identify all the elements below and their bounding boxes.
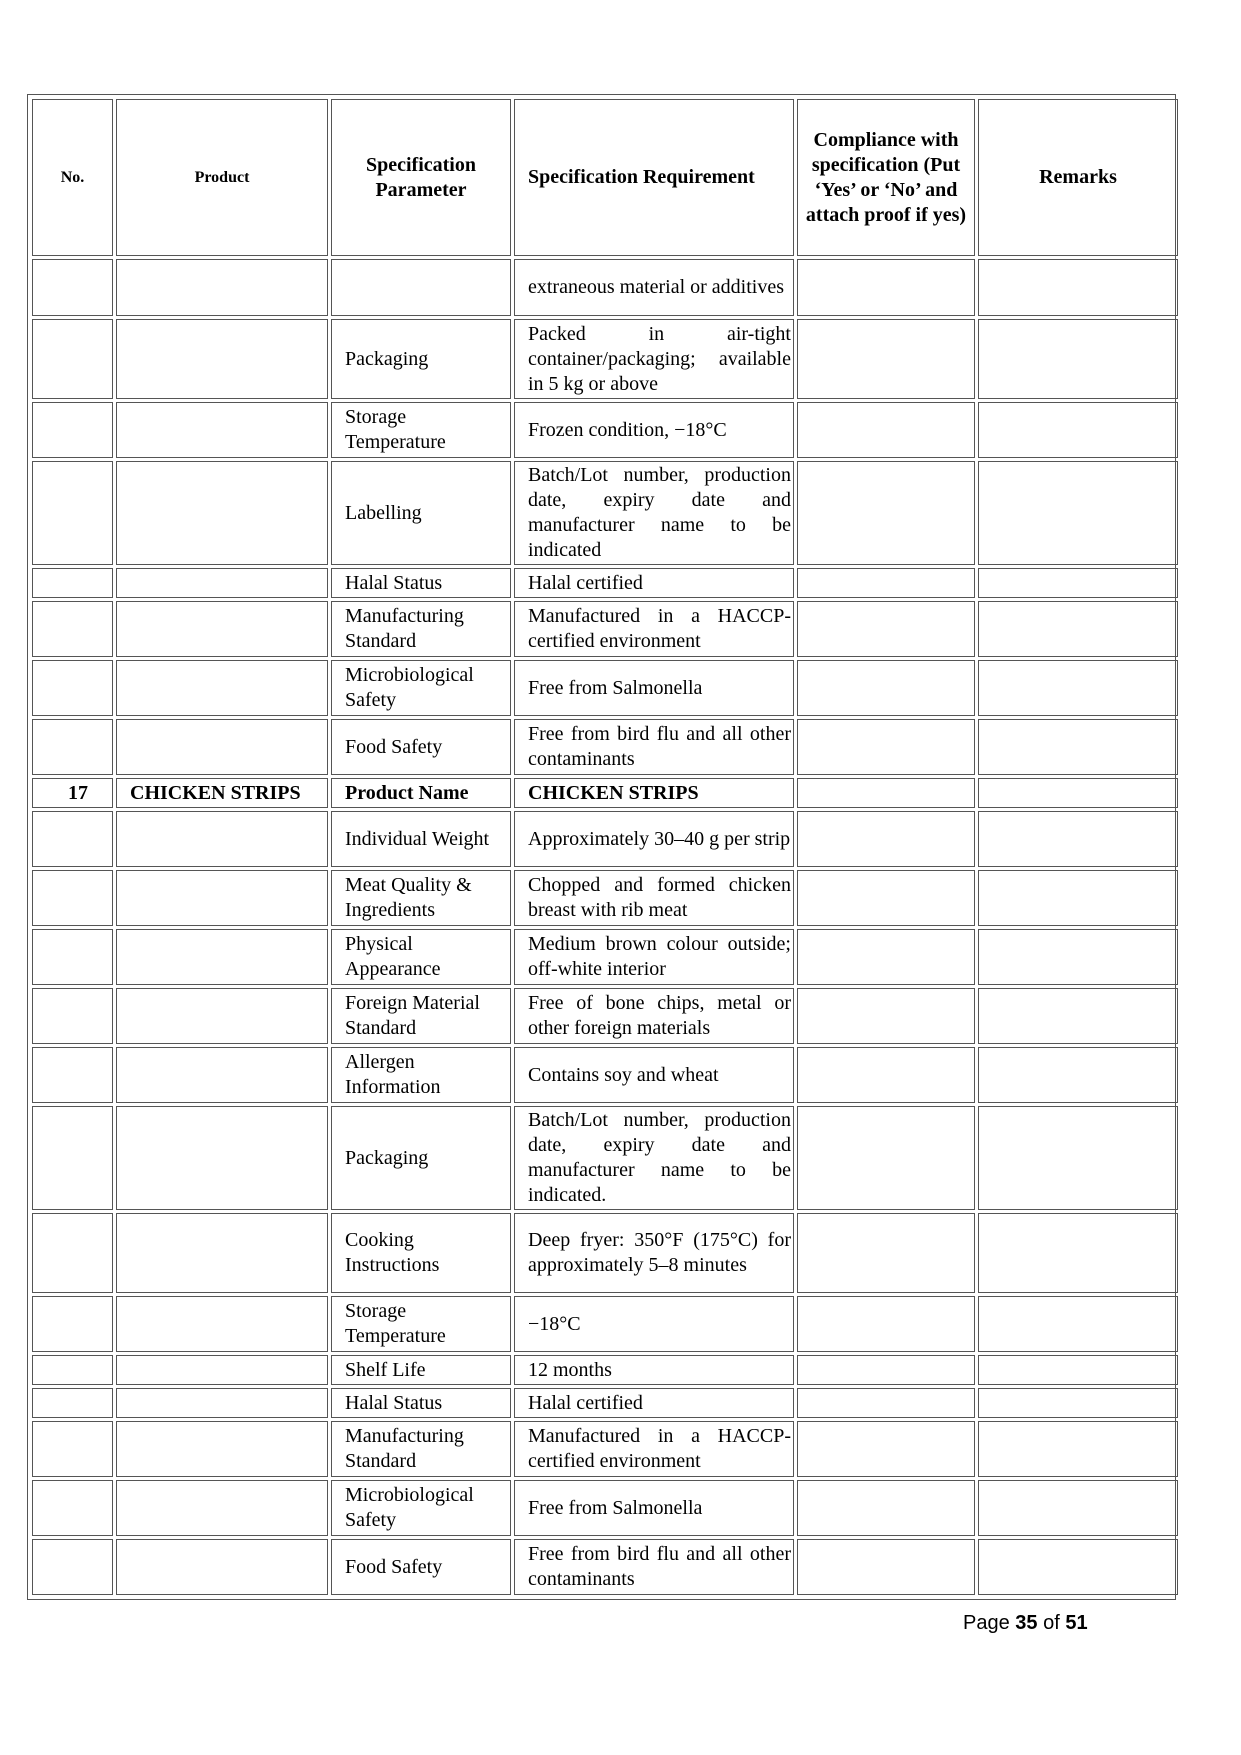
cell-product: CHICKEN STRIPS	[116, 778, 328, 808]
cell-no	[32, 601, 113, 657]
cell-no	[32, 870, 113, 926]
cell-product	[116, 719, 328, 775]
cell-specification-requirement: Free from Salmonella	[514, 1480, 794, 1536]
cell-specification-requirement: Approximately 30–40 g per strip	[514, 811, 794, 867]
cell-compliance[interactable]	[797, 461, 975, 565]
cell-compliance[interactable]	[797, 1296, 975, 1352]
cell-specification-parameter: Halal Status	[331, 568, 511, 598]
cell-product	[116, 660, 328, 716]
cell-specification-requirement: Batch/Lot number, production date, expiry date and manufacturer name to be indicated.	[514, 1106, 794, 1210]
table-row	[32, 929, 1178, 985]
cell-specification-parameter: Packaging	[331, 1106, 511, 1210]
cell-product	[116, 259, 328, 316]
cell-specification-requirement: Deep fryer: 350°F (175°C) for approximately 5–8 minutes	[514, 1213, 794, 1293]
table-row	[32, 988, 1178, 1044]
cell-compliance[interactable]	[797, 568, 975, 598]
cell-product	[116, 1355, 328, 1385]
cell-specification-requirement: extraneous material or additives	[514, 259, 794, 316]
cell-specification-parameter: Physical Appearance	[331, 929, 511, 985]
cell-specification-parameter: Halal Status	[331, 1388, 511, 1418]
header-specification-parameter: Specification Parameter	[331, 99, 511, 256]
cell-compliance[interactable]	[797, 1213, 975, 1293]
cell-compliance[interactable]	[797, 259, 975, 316]
cell-product	[116, 929, 328, 985]
page-of: of	[1043, 1612, 1060, 1634]
cell-specification-requirement: 12 months	[514, 1355, 794, 1385]
table-row	[32, 870, 1178, 926]
cell-no	[32, 1480, 113, 1536]
table-row	[32, 1355, 1178, 1385]
cell-remarks[interactable]	[978, 1388, 1178, 1418]
specification-table-body	[32, 99, 1178, 1595]
header-remarks: Remarks	[978, 99, 1178, 256]
cell-no: 17	[32, 778, 113, 808]
cell-no	[32, 1421, 113, 1477]
cell-compliance[interactable]	[797, 870, 975, 926]
cell-compliance[interactable]	[797, 402, 975, 458]
cell-compliance[interactable]	[797, 1355, 975, 1385]
cell-specification-parameter: Microbiological Safety	[331, 660, 511, 716]
cell-specification-parameter: Packaging	[331, 319, 511, 399]
cell-specification-parameter: Meat Quality & Ingredients	[331, 870, 511, 926]
table-row	[32, 1213, 1178, 1293]
cell-specification-parameter: Product Name	[331, 778, 511, 808]
cell-specification-parameter: Storage Temperature	[331, 1296, 511, 1352]
table-row	[32, 259, 1178, 316]
cell-specification-requirement: Contains soy and wheat	[514, 1047, 794, 1103]
cell-product	[116, 811, 328, 867]
cell-remarks[interactable]	[978, 1355, 1178, 1385]
cell-no	[32, 461, 113, 565]
cell-compliance[interactable]	[797, 1106, 975, 1210]
cell-remarks[interactable]	[978, 1421, 1178, 1477]
cell-product	[116, 1296, 328, 1352]
cell-compliance[interactable]	[797, 1421, 975, 1477]
cell-specification-requirement: Chopped and formed chicken breast with rib meat	[514, 870, 794, 926]
cell-no	[32, 568, 113, 598]
table-row	[32, 1106, 1178, 1210]
table-row	[32, 1388, 1178, 1418]
cell-compliance[interactable]	[797, 319, 975, 399]
table-row	[32, 1539, 1178, 1595]
cell-no	[32, 719, 113, 775]
cell-specification-parameter: Foreign Material Standard	[331, 988, 511, 1044]
cell-compliance[interactable]	[797, 1539, 975, 1595]
table-row	[32, 1480, 1178, 1536]
cell-remarks[interactable]	[978, 1296, 1178, 1352]
cell-compliance[interactable]	[797, 1480, 975, 1536]
cell-specification-requirement: Manufactured in a HACCP-certified environment	[514, 1421, 794, 1477]
cell-compliance[interactable]	[797, 929, 975, 985]
cell-remarks[interactable]	[978, 461, 1178, 565]
header-specification-requirement: Specification Requirement	[514, 99, 794, 256]
cell-no	[32, 660, 113, 716]
cell-specification-requirement: Packed in air-tight container/packaging; available in 5 kg or above	[514, 319, 794, 399]
cell-compliance[interactable]	[797, 811, 975, 867]
cell-product	[116, 988, 328, 1044]
cell-product	[116, 1106, 328, 1210]
cell-remarks[interactable]	[978, 1539, 1178, 1595]
table-row	[32, 601, 1178, 657]
cell-specification-requirement: Halal certified	[514, 568, 794, 598]
table-row	[32, 402, 1178, 458]
cell-specification-parameter: Cooking Instructions	[331, 1213, 511, 1293]
table-row	[32, 319, 1178, 399]
cell-product	[116, 601, 328, 657]
cell-no	[32, 1213, 113, 1293]
page-total: 51	[1065, 1612, 1088, 1634]
cell-no	[32, 1355, 113, 1385]
cell-product	[116, 1388, 328, 1418]
cell-specification-requirement: Batch/Lot number, production date, expiry date and manufacturer name to be indicated	[514, 461, 794, 565]
cell-product	[116, 1480, 328, 1536]
cell-no	[32, 402, 113, 458]
cell-specification-parameter	[331, 259, 511, 316]
cell-no	[32, 259, 113, 316]
table-row	[32, 568, 1178, 598]
cell-product	[116, 1421, 328, 1477]
cell-specification-requirement: Frozen condition, −18°C	[514, 402, 794, 458]
cell-specification-parameter: Manufacturing Standard	[331, 1421, 511, 1477]
cell-no	[32, 929, 113, 985]
table-row	[32, 811, 1178, 867]
cell-remarks[interactable]	[978, 660, 1178, 716]
cell-specification-parameter: Individual Weight	[331, 811, 511, 867]
cell-remarks[interactable]	[978, 870, 1178, 926]
cell-specification-parameter: Shelf Life	[331, 1355, 511, 1385]
cell-remarks[interactable]	[978, 929, 1178, 985]
table-row	[32, 1047, 1178, 1103]
cell-specification-parameter: Food Safety	[331, 719, 511, 775]
cell-compliance[interactable]	[797, 988, 975, 1044]
cell-remarks[interactable]	[978, 568, 1178, 598]
specification-table	[29, 96, 1181, 1598]
cell-specification-parameter: Allergen Information	[331, 1047, 511, 1103]
cell-specification-parameter: Labelling	[331, 461, 511, 565]
cell-specification-requirement: Halal certified	[514, 1388, 794, 1418]
cell-compliance[interactable]	[797, 601, 975, 657]
page-current: 35	[1015, 1612, 1038, 1634]
cell-no	[32, 988, 113, 1044]
cell-remarks[interactable]	[978, 988, 1178, 1044]
cell-specification-requirement: Manufactured in a HACCP-certified environment	[514, 601, 794, 657]
cell-remarks[interactable]	[978, 319, 1178, 399]
cell-remarks[interactable]	[978, 402, 1178, 458]
cell-product	[116, 1047, 328, 1103]
cell-compliance[interactable]	[797, 719, 975, 775]
header-no: No.	[32, 99, 113, 256]
table-row	[32, 1296, 1178, 1352]
cell-specification-requirement: Free from Salmonella	[514, 660, 794, 716]
cell-specification-requirement: Free from bird flu and all other contaminants	[514, 1539, 794, 1595]
cell-no	[32, 1296, 113, 1352]
cell-specification-parameter: Food Safety	[331, 1539, 511, 1595]
spec-table-frame	[27, 94, 1176, 1600]
cell-no	[32, 1388, 113, 1418]
cell-specification-requirement: Free from bird flu and all other contaminants	[514, 719, 794, 775]
cell-remarks[interactable]	[978, 1213, 1178, 1293]
table-row	[32, 461, 1178, 565]
header-compliance: Compliance with specification (Put ‘Yes’ or ‘No’ and attach proof if yes)	[797, 99, 975, 256]
table-row	[32, 1421, 1178, 1477]
cell-specification-requirement: Free of bone chips, metal or other foreign materials	[514, 988, 794, 1044]
cell-remarks[interactable]	[978, 778, 1178, 808]
table-row	[32, 719, 1178, 775]
page-number	[963, 1612, 1088, 1635]
cell-remarks[interactable]	[978, 259, 1178, 316]
table-row	[32, 778, 1178, 808]
cell-specification-requirement: CHICKEN STRIPS	[514, 778, 794, 808]
cell-remarks[interactable]	[978, 719, 1178, 775]
cell-remarks[interactable]	[978, 1047, 1178, 1103]
cell-no	[32, 811, 113, 867]
cell-specification-requirement: Medium brown colour outside; off-white interior	[514, 929, 794, 985]
cell-specification-parameter: Storage Temperature	[331, 402, 511, 458]
cell-remarks[interactable]	[978, 1480, 1178, 1536]
cell-no	[32, 1047, 113, 1103]
cell-specification-parameter: Manufacturing Standard	[331, 601, 511, 657]
cell-compliance[interactable]	[797, 1047, 975, 1103]
table-row	[32, 660, 1178, 716]
cell-compliance[interactable]	[797, 1388, 975, 1418]
cell-product	[116, 402, 328, 458]
cell-remarks[interactable]	[978, 811, 1178, 867]
cell-no	[32, 1106, 113, 1210]
page-label: Page	[963, 1612, 1010, 1634]
cell-product	[116, 1213, 328, 1293]
cell-remarks[interactable]	[978, 1106, 1178, 1210]
cell-specification-parameter: Microbiological Safety	[331, 1480, 511, 1536]
cell-compliance[interactable]	[797, 778, 975, 808]
cell-product	[116, 461, 328, 565]
table-header-row	[32, 99, 1178, 256]
cell-product	[116, 1539, 328, 1595]
cell-product	[116, 870, 328, 926]
cell-compliance[interactable]	[797, 660, 975, 716]
cell-no	[32, 319, 113, 399]
cell-specification-requirement: −18°C	[514, 1296, 794, 1352]
cell-no	[32, 1539, 113, 1595]
cell-product	[116, 568, 328, 598]
header-product: Product	[116, 99, 328, 256]
cell-product	[116, 319, 328, 399]
cell-remarks[interactable]	[978, 601, 1178, 657]
